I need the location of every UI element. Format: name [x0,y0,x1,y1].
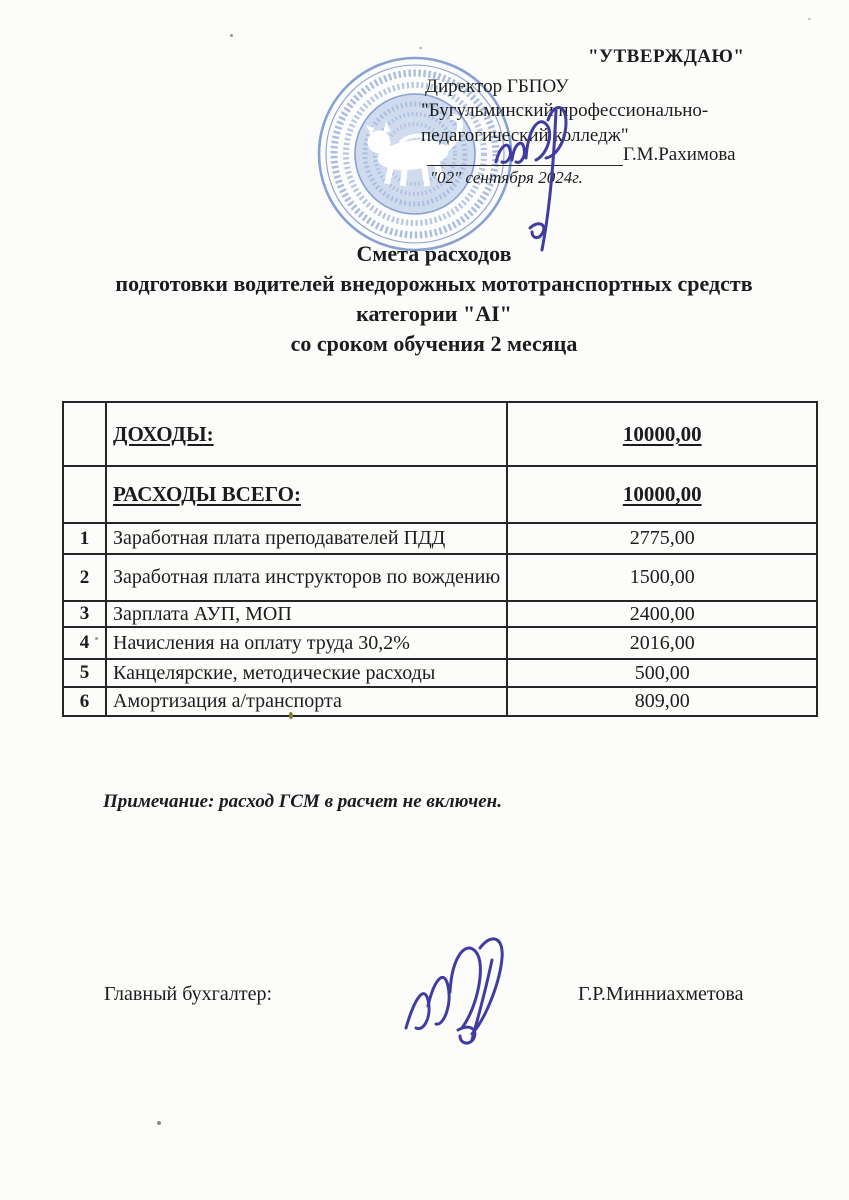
row-number-cell [63,402,106,466]
row-label-cell: Зарплата АУП, МОП [106,601,507,627]
org-name-line-2: педагогический колледж" [421,125,629,146]
table-row [63,627,817,659]
approve-heading: "УТВЕРЖДАЮ" [588,46,745,67]
org-name-line-1: "Бугульминский профессионально- [421,100,709,121]
table-row-expenses-total [63,466,817,523]
row-amount-cell: 500,00 [507,659,817,687]
row-label-cell: Амортизация а/транспорта [106,687,507,716]
row-number-cell: 6 [63,687,106,716]
paper-speck [289,712,293,719]
table-row [63,601,817,627]
table-row [63,659,817,687]
director-position-line: Директор ГБПОУ [425,76,569,97]
row-amount-cell: 809,00 [507,687,817,716]
row-amount-cell: 2016,00 [507,627,817,659]
row-amount-cell: 10000,00 [507,466,817,523]
row-amount-cell: 2400,00 [507,601,817,627]
title-line-1: Смета расходов [356,241,512,266]
row-number-cell: 1 [63,523,106,554]
accountant-name: Г.Р.Минниахметова [578,983,744,1005]
table-row [63,687,817,716]
title-line-2: подготовки водителей внедорожных мототранспортных средств [115,271,753,296]
paper-speck [419,47,422,49]
row-number-cell: 5 [63,659,106,687]
row-label-cell: ДОХОДЫ: [106,402,507,466]
row-label-cell: РАСХОДЫ ВСЕГО: [106,466,507,523]
row-number-cell: 3 [63,601,106,627]
table-row [63,554,817,601]
row-label-cell: Канцелярские, методические расходы [106,659,507,687]
document-title [14,239,849,359]
row-number-cell: 2 [63,554,106,601]
chief-accountant-label: Главный бухгалтер: [104,983,273,1005]
row-number-cell: 4 [63,627,106,659]
paper-speck [95,637,98,640]
table-row-incomes [63,402,817,466]
title-line-3: категории "AI" [356,301,512,326]
row-label-cell: Заработная плата преподавателей ПДД [106,523,507,554]
expense-table [62,401,818,717]
row-number-cell [63,466,106,523]
note-text: Примечание: расход ГСМ в расчет не включен. [103,791,502,812]
row-amount-cell: 10000,00 [507,402,817,466]
title-line-4: со сроком обучения 2 месяца [290,331,578,356]
row-label-cell: Начисления на оплату труда 30,2% [106,627,507,659]
approval-date: "02" сентября 2024г. [430,168,583,187]
row-amount-cell: 1500,00 [507,554,817,601]
approver-name: Г.М.Рахимова [623,144,736,165]
paper-speck [157,1121,161,1125]
accountant-signature [396,930,551,1055]
paper-speck [808,18,811,20]
row-label-cell: Заработная плата инструкторов по вождению [106,554,507,601]
row-amount-cell: 2775,00 [507,523,817,554]
paper-speck [230,34,233,37]
table-row [63,523,817,554]
